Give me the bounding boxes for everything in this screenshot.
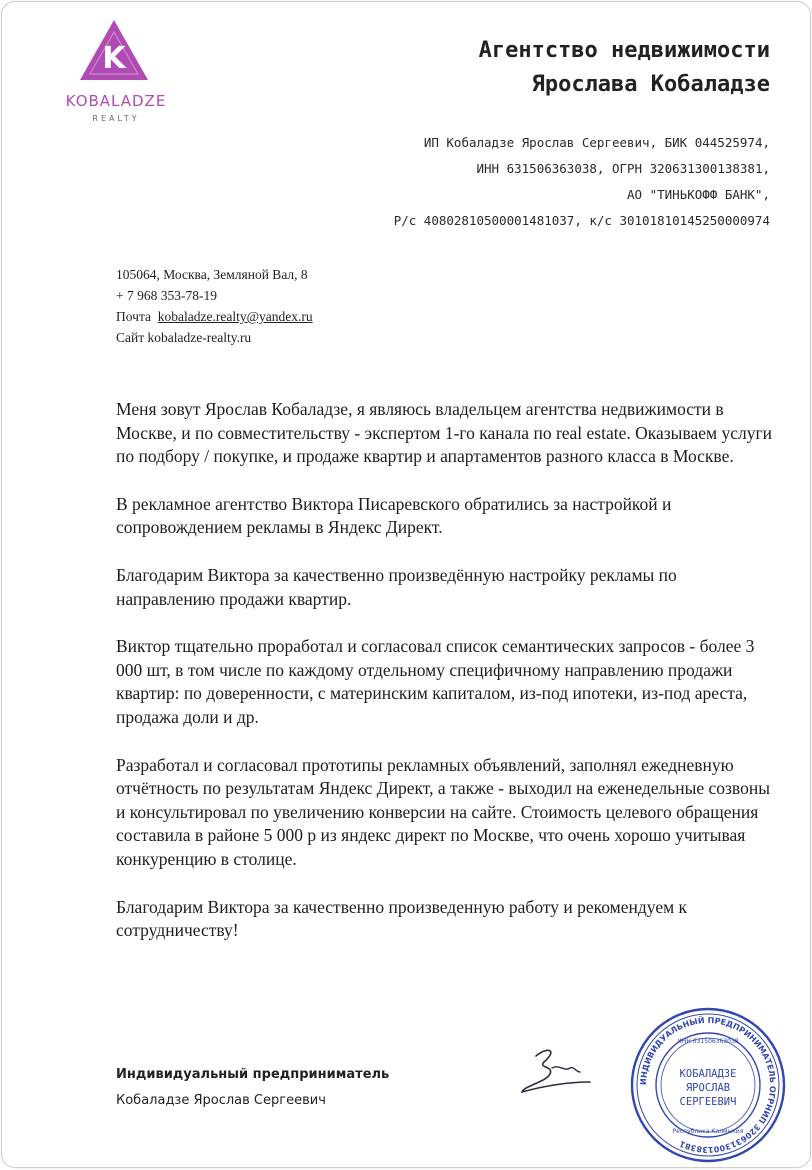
agency-title — [479, 34, 770, 102]
stamp-region: Республика Калмыкия — [672, 1128, 744, 1135]
contact-mail-label: Почта — [116, 309, 151, 324]
letter-page — [1, 1, 811, 1168]
handwritten-signature — [514, 1042, 594, 1098]
bank-requisites — [394, 130, 770, 234]
stamp-inn: ИНН 631506363038 — [677, 1038, 739, 1045]
letter-paragraph-2: В рекламное агентство Виктора Писаревского обратились за настройкой и сопровождением рекламы в Яндекс Директ. — [116, 493, 672, 538]
requisites-line2: ИНН 631506363038, ОГРН 320631300138381, — [476, 161, 770, 176]
company-logo — [60, 16, 172, 126]
stamp-center-line3: СЕРГЕЕВИЧ — [679, 1096, 737, 1108]
letter-body — [116, 398, 776, 967]
requisites-line3: АО "ТИНЬКОФФ БАНК", — [627, 187, 770, 202]
logo-name: KOBALADZE — [65, 92, 167, 110]
letter-paragraph-1: Меня зовут Ярослав Кобаладзе, я являюсь владельцем агентства недвижимости в Москве, и по совместительству - экспертом 1-го канала по real estate. Оказываем услуги по подбору / покупке, и продаже квартир и апартаментов разного класса в Москве. — [116, 399, 773, 467]
stamp-ring-text: ИНДИВИДУАЛЬНЫЙ ПРЕДПРИНИМАТЕЛЬ ОГРНИП 320631300138381 — [638, 1015, 778, 1155]
contact-address: 105064, Москва, Земляной Вал, 8 — [116, 267, 308, 282]
contact-site: Сайт kobaladze-realty.ru — [116, 330, 252, 345]
letter-paragraph-5: Разработал и согласовал прототипы рекламных объявлений, заполнял ежедневную отчётность по результатам Яндекс Директ, а также - выходил на еженедельные созвоны и консультировал по увеличению конверсии на сайте. Стоимость целевого обращения составила в районе 5 000 р из яндекс директ по Москве, что очень хорошо учитывая конкуренцию в столице. — [116, 754, 770, 869]
logo-subtitle: REALTY — [92, 114, 140, 123]
signer-block — [116, 1062, 389, 1114]
agency-title-line1: Агентство недвижимости — [478, 38, 770, 63]
logo-mark: K — [102, 41, 126, 76]
letter-paragraph-4: Виктор тщательно проработал и согласовал список семантических запросов - более 3 000 шт, в том числе по каждому отдельному специфичному направлению продажи квартир: по доверенности, с материнским капиталом, из-под ипотеки, из-под ареста, продажа доли и др. — [116, 636, 755, 727]
letter-paragraph-3: Благодарим Виктора за качественно произведённую настройку рекламы по направлению продажи квартир. — [116, 564, 677, 609]
contact-mail-row — [116, 306, 313, 327]
contact-mail-link[interactable]: kobaladze.realty@yandex.ru — [157, 309, 313, 324]
logo-triangle-icon — [78, 18, 150, 82]
contact-block — [116, 264, 313, 348]
stamp-center-line2: ЯРОСЛАВ — [685, 1082, 731, 1094]
signer-name: Кобаладзе Ярослав Сергеевич — [116, 1093, 326, 1108]
requisites-line4: Р/с 40802810500001481037, к/с 30101810145250000974 — [393, 213, 770, 228]
requisites-line1: ИП Кобаладзе Ярослав Сергеевич, БИК 044525974, — [423, 135, 770, 150]
agency-title-line2: Ярослава Кобаладзе — [531, 72, 770, 97]
contact-phone: + 7 968 353-78-19 — [116, 288, 217, 303]
signer-role: Индивидуальный предприниматель — [116, 1067, 390, 1082]
company-stamp — [628, 1005, 788, 1165]
stamp-center-line1: КОБАЛАДЗЕ — [679, 1068, 737, 1080]
letter-paragraph-6: Благодарим Виктора за качественно произведенную работу и рекомендуем к сотрудничеству! — [116, 896, 688, 941]
